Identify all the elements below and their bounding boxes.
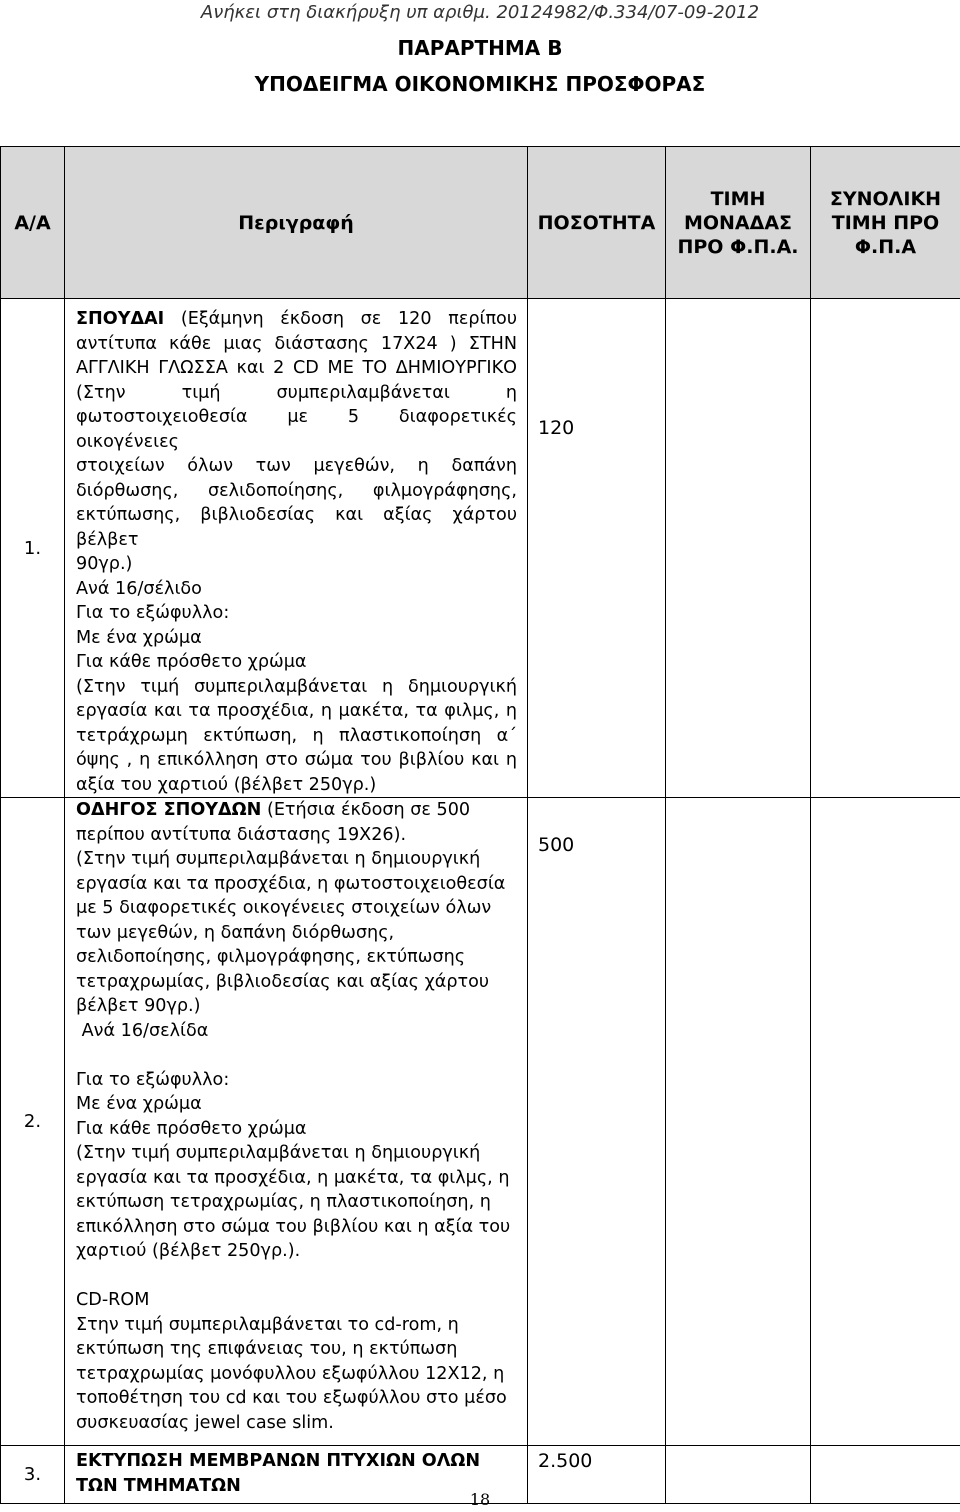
description-line: εκτύπωση τετραχρωμίας, η πλαστικοποίηση, η	[76, 1192, 491, 1212]
description-line: αξία του χαρτιού (βέλβετ 250γρ.)	[76, 774, 377, 795]
description-line: αντίτυπα κάθε μιας διάστασης 17Χ24 ) ΣΤΗΝ	[76, 333, 517, 354]
description-line: εργασία και τα προσχέδια, η φωτοστοιχειοθεσία	[76, 873, 506, 894]
description-line: εκτύπωση της επιφάνειας του, η εκτύπωση	[76, 1339, 458, 1359]
header-unit-price-line: ΜΟΝΑΔΑΣ	[683, 211, 793, 234]
description-line: συσκευασίας jewel case slim.	[76, 1412, 334, 1433]
description-line: εκτύπωσης, βιβλιοδεσίας και αξίας χάρτου βέλβετ	[76, 505, 517, 550]
description-line: 90γρ.)	[76, 554, 133, 574]
row-quantity	[528, 299, 666, 798]
description-text: (Ετήσια έκδοση σε 500	[261, 800, 471, 820]
row-number: 3.	[1, 1446, 65, 1504]
announcement: Ανήκει στη διακήρυξη υπ αριθμ. 20124982/Φ.334/07-09-2012	[200, 2, 760, 23]
header-total-price-line: ΣΥΝΟΛΙΚΗ	[829, 187, 942, 210]
row-unit-price	[666, 299, 811, 798]
description-line: ΕΚΤΥΠΩΣΗ ΜΕΜΒΡΑΝΩΝ ΠΤΥΧΙΩΝ ΟΛΩΝ	[76, 1451, 481, 1471]
description-line: (Στην τιμή συμπεριλαμβάνεται η δημιουργική	[76, 676, 517, 697]
document-title: ΥΠΟΔΕΙΓΜΑ ΟΙΚΟΝΟΜΙΚΗΣ ΠΡΟΣΦΟΡΑΣ	[254, 72, 706, 96]
header-total-price-line: ΤΙΜΗ ΠΡΟ	[831, 211, 940, 234]
description-line: σελιδοποίησης, φιλμογράφησης, εκτύπωσης	[76, 947, 466, 967]
row-description	[65, 299, 528, 798]
table-row	[1, 798, 960, 1446]
description-line: Με ένα χρώμα	[76, 627, 202, 648]
description-line: Ανά 16/σελίδα	[76, 1020, 209, 1041]
quantity-value: 120	[538, 417, 575, 439]
description-line: (Στην τιμή συμπεριλαμβάνεται η	[76, 382, 517, 403]
header-total-price-line: Φ.Π.Α	[854, 235, 917, 258]
description-line: όψης , η επικόλληση στο σώμα του βιβλίου και η	[76, 750, 517, 770]
description-line	[76, 307, 517, 332]
table-row	[1, 299, 960, 798]
header-unit-price-line: ΠΡΟ Φ.Π.Α.	[677, 235, 799, 258]
row-number: 1.	[1, 299, 65, 798]
description-line: τετραχρωμίας, βιβλιοδεσίας και αξίας χάρτου	[76, 971, 490, 992]
description-line: βέλβετ 90γρ.)	[76, 996, 201, 1016]
description-line: διόρθωσης, σελιδοποίησης, φιλμογράφησης,	[76, 480, 517, 501]
description-line: Στην τιμή συμπεριλαμβάνεται το cd-rom, η	[76, 1314, 459, 1335]
description-line: Με ένα χρώμα	[76, 1094, 202, 1114]
item-title: ΟΔΗΓΟΣ ΣΠΟΥΔΩΝ	[76, 800, 262, 820]
description-line: των μεγεθών, η δαπάνη διόρθωσης,	[76, 922, 395, 943]
description-line: Για κάθε πρόσθετο χρώμα	[76, 1118, 307, 1139]
description-line: (Στην τιμή συμπεριλαμβάνεται η δημιουργική	[76, 849, 481, 869]
description-line: Για κάθε πρόσθετο χρώμα	[76, 652, 307, 672]
spacer	[76, 1264, 517, 1289]
description-line: φωτοστοιχειοθεσία με 5 διαφορετικές οικογένειες	[76, 407, 517, 452]
description-line: χαρτιού (βέλβετ 250γρ.).	[76, 1241, 301, 1261]
row-total-price	[811, 798, 960, 1446]
description-line	[76, 798, 517, 823]
page-number: 18	[469, 1490, 491, 1509]
row-quantity	[528, 798, 666, 1446]
description-line: επικόλληση στο σώμα του βιβλίου και η αξία του	[76, 1216, 511, 1237]
description-line: Για το εξώφυλλο:	[76, 1069, 230, 1090]
header-description: Περιγραφή	[65, 147, 528, 299]
description-line: Για το εξώφυλλο:	[76, 603, 230, 623]
description-line: στοιχείων όλων των μεγεθών, η δαπάνη	[76, 456, 517, 476]
description-line: Ανά 16/σέλιδο	[76, 578, 202, 599]
description-line: με 5 διαφορετικές οικογένειες στοιχείων όλων	[76, 898, 492, 918]
description-line: εργασία και τα προσχέδια, η μακέτα, τα φιλμς, η	[76, 701, 517, 721]
description-line: εργασία και τα προσχέδια, η μακέτα, τα φιλμς, η	[76, 1167, 510, 1188]
description-text: (Εξάμηνη έκδοση σε 120 περίπου	[164, 309, 517, 329]
row-description	[65, 798, 528, 1446]
description-line: τετραχρωμίας μονόφυλλου εξωφύλλου 12Χ12, η	[76, 1363, 505, 1384]
offer-table	[0, 146, 960, 1504]
table-header-row	[1, 147, 960, 299]
item-title: ΣΠΟΥΔΑΙ	[76, 309, 165, 329]
header-unit-price-line: ΤΙΜΗ	[710, 187, 766, 210]
description-line: περίπου αντίτυπα διάστασης 19Χ26).	[76, 824, 407, 845]
row-unit-price	[666, 798, 811, 1446]
annex-title: ΠΑΡΑΡΤΗΜΑ Β	[397, 36, 563, 60]
header-quantity: ΠΟΣΟΤΗΤΑ	[528, 147, 666, 299]
row-total-price	[811, 299, 960, 798]
description-line: ΤΩΝ ΤΜΗΜΑΤΩΝ	[76, 1475, 241, 1496]
header-unit-price	[666, 147, 811, 299]
header-aa: Α/Α	[1, 147, 65, 299]
quantity-value: 2.500	[538, 1450, 593, 1472]
description-line: τετράχρωμη εκτύπωση, η πλαστικοποίηση α΄	[76, 725, 517, 746]
description-line: ΑΓΓΛΙΚΗ ΓΛΩΣΣΑ και 2 CD ΜΕ ΤΟ ΔΗΜΙΟΥΡΓΙΚΟ	[76, 358, 517, 378]
quantity-value: 500	[538, 834, 575, 856]
description-line: (Στην τιμή συμπεριλαμβάνεται η δημιουργική	[76, 1143, 481, 1163]
description-line: CD-ROM	[76, 1290, 150, 1310]
description-line: τοποθέτηση του cd και του εξωφύλλου στο μέσο	[76, 1388, 507, 1408]
header-total-price	[811, 147, 960, 299]
row-number: 2.	[1, 798, 65, 1446]
spacer	[76, 1043, 517, 1068]
